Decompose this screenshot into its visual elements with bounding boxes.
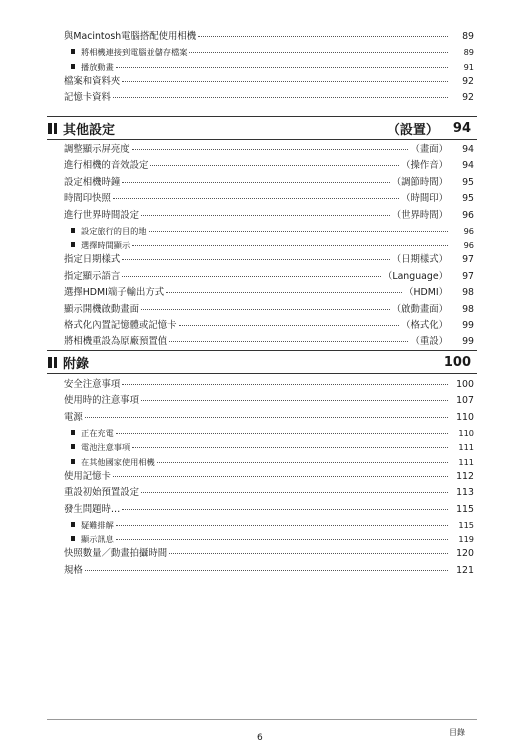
section-title: 其他設定 xyxy=(63,122,116,138)
entry-page: 110 xyxy=(458,428,474,439)
toc-subentry[interactable] xyxy=(64,440,474,454)
toc-entry[interactable] xyxy=(64,90,474,106)
entry-title: 顯示訊息 xyxy=(81,534,114,545)
dot-leader xyxy=(189,51,448,53)
entry-title: 電池注意事項 xyxy=(81,442,131,453)
entry-tag: （重設） xyxy=(410,336,448,348)
entry-tag: （調節時間） xyxy=(391,176,448,188)
dot-leader xyxy=(122,258,389,260)
entry-page: 97 xyxy=(462,270,474,282)
dot-leader xyxy=(122,181,389,183)
entry-page: 94 xyxy=(462,144,474,155)
entry-title: 記憶卡資料 xyxy=(64,92,111,104)
entry-page: 110 xyxy=(456,411,474,423)
entry-page: 95 xyxy=(462,193,474,205)
toc-entry[interactable] xyxy=(64,285,474,301)
entry-title: 設定旅行的目的地 xyxy=(81,225,147,236)
dot-leader xyxy=(116,538,448,540)
footer-page-number: 6 xyxy=(257,733,263,743)
dot-leader xyxy=(157,461,448,463)
entry-page: 95 xyxy=(462,176,474,188)
entry-title: 選擇時間顯示 xyxy=(81,240,131,251)
toc-subentry[interactable] xyxy=(64,455,474,469)
entry-title: 疑難排解 xyxy=(81,519,114,530)
dot-leader xyxy=(150,164,399,166)
entry-tag: （HDMI） xyxy=(404,287,448,299)
dot-leader xyxy=(85,569,448,571)
dot-leader xyxy=(122,275,381,277)
dot-leader xyxy=(166,291,402,293)
entry-tag: （畫面） xyxy=(410,144,448,155)
entry-title: 指定日期樣式 xyxy=(64,254,121,266)
dot-leader xyxy=(113,96,448,98)
toc-entry[interactable] xyxy=(64,393,474,409)
toc-subentry[interactable] xyxy=(64,60,474,74)
toc-entry[interactable] xyxy=(64,334,474,350)
entry-page: 119 xyxy=(458,534,474,545)
toc-entry[interactable] xyxy=(64,29,474,45)
toc-entry[interactable] xyxy=(64,377,474,393)
entry-page: 115 xyxy=(456,503,474,515)
dot-leader xyxy=(169,552,448,554)
entry-title: 時間印快照 xyxy=(64,193,111,205)
entry-title: 將相機重設為原廠預置值 xyxy=(64,336,168,348)
entry-title: 顯示開機啟動畫面 xyxy=(64,303,140,315)
dot-leader xyxy=(149,230,448,232)
entry-page: 100 xyxy=(456,379,474,390)
dot-leader xyxy=(113,475,448,477)
entry-title: 設定相機時鐘 xyxy=(64,176,121,188)
entry-tag: （時間印） xyxy=(401,193,448,205)
toc-subentry[interactable] xyxy=(64,426,474,440)
toc-entry[interactable] xyxy=(64,158,474,174)
toc-entry[interactable] xyxy=(64,208,474,224)
entry-page: 107 xyxy=(456,395,474,407)
toc-section-entries-other-settings xyxy=(64,142,474,351)
entry-tag: （啟動畫面） xyxy=(391,303,448,315)
toc-entry[interactable] xyxy=(64,410,474,426)
entry-tag: （格式化） xyxy=(401,319,448,331)
section-page: 94 xyxy=(452,120,471,136)
toc-entry[interactable] xyxy=(64,318,474,334)
entry-page: 111 xyxy=(458,456,474,467)
entry-tag: （日期樣式） xyxy=(391,254,448,266)
dot-leader xyxy=(141,214,390,216)
entry-page: 98 xyxy=(462,287,474,299)
footer-label: 目錄 xyxy=(449,728,465,737)
entry-title: 調整顯示屏亮度 xyxy=(64,144,130,155)
entry-title: 與Macintosh電腦搭配使用相機 xyxy=(64,31,197,42)
entry-title: 格式化內置記憶體或記憶卡 xyxy=(64,319,177,331)
dot-leader xyxy=(122,383,448,385)
entry-tag: （世界時間） xyxy=(391,209,448,221)
entry-title: 進行世界時間設定 xyxy=(64,209,140,221)
dot-leader xyxy=(141,491,448,493)
entry-page: 92 xyxy=(462,92,474,104)
entry-title: 使用時的注意事項 xyxy=(64,395,140,407)
entry-page: 99 xyxy=(462,336,474,348)
entry-page: 92 xyxy=(462,75,474,87)
dot-leader xyxy=(132,446,448,448)
entry-page: 91 xyxy=(463,61,474,72)
entry-title: 發生問題時… xyxy=(64,503,121,515)
toc-section-entries-appendix xyxy=(64,377,474,579)
dot-leader xyxy=(122,80,448,82)
entry-page: 89 xyxy=(462,31,474,42)
section-header-appendix xyxy=(47,350,477,374)
toc-entry[interactable] xyxy=(64,191,474,207)
entry-title: 快照數量／動畫拍攝時間 xyxy=(64,548,168,560)
toc-entry[interactable] xyxy=(64,175,474,191)
toc-entry[interactable] xyxy=(64,142,474,158)
entry-page: 115 xyxy=(458,519,474,530)
entry-title: 進行相機的音效設定 xyxy=(64,160,149,172)
entry-page: 112 xyxy=(456,470,474,482)
toc-subentry[interactable] xyxy=(64,238,474,252)
entry-tag: （操作音） xyxy=(401,160,448,172)
footer-divider xyxy=(47,719,477,720)
entry-page: 99 xyxy=(462,319,474,331)
entry-title: 檔案和資料夾 xyxy=(64,75,121,87)
entry-tag: （Language） xyxy=(382,270,448,282)
entry-page: 120 xyxy=(456,548,474,560)
entry-page: 98 xyxy=(462,303,474,315)
dot-leader xyxy=(132,148,409,150)
entry-title: 規格 xyxy=(64,564,83,576)
dot-leader xyxy=(116,432,448,434)
toc-subentry[interactable] xyxy=(64,518,474,532)
entry-title: 選擇HDMI端子輸出方式 xyxy=(64,287,165,299)
toc-entry[interactable] xyxy=(64,269,474,285)
entry-page: 97 xyxy=(462,254,474,266)
dot-leader xyxy=(169,340,408,342)
section-tag: （設置） xyxy=(386,122,439,138)
dot-leader xyxy=(132,244,448,246)
dot-leader xyxy=(122,508,448,510)
entry-title: 指定顯示語言 xyxy=(64,270,121,282)
toc-subentry[interactable] xyxy=(64,532,474,546)
section-header-other-settings xyxy=(47,116,477,140)
toc-entry[interactable] xyxy=(64,563,474,579)
toc-entry[interactable] xyxy=(64,485,474,501)
toc-entry[interactable] xyxy=(64,469,474,485)
entry-title: 安全注意事項 xyxy=(64,379,121,390)
dot-leader xyxy=(179,324,400,326)
entry-title: 將相機連接到電腦並儲存檔案 xyxy=(81,47,188,58)
entry-title: 在其他國家使用相機 xyxy=(81,456,155,467)
toc-subentry[interactable] xyxy=(64,45,474,59)
toc-entry[interactable] xyxy=(64,502,474,518)
toc-entry[interactable] xyxy=(64,302,474,318)
entry-page: 96 xyxy=(462,209,474,221)
section-title: 附錄 xyxy=(63,356,90,372)
entry-title: 重設初始預置設定 xyxy=(64,487,140,499)
dot-leader xyxy=(141,399,448,401)
entry-page: 111 xyxy=(458,442,474,453)
entry-page: 96 xyxy=(463,225,474,236)
toc-top-entries xyxy=(64,29,474,107)
entry-page: 96 xyxy=(463,240,474,251)
entry-title: 使用記憶卡 xyxy=(64,470,111,482)
toc-entry[interactable] xyxy=(64,252,474,268)
entry-page: 89 xyxy=(463,47,474,58)
dot-leader xyxy=(198,35,448,37)
entry-page: 113 xyxy=(456,487,474,499)
entry-page: 94 xyxy=(462,160,474,172)
dot-leader xyxy=(113,197,399,199)
toc-subentry[interactable] xyxy=(64,224,474,238)
dot-leader xyxy=(116,66,448,68)
entry-page: 121 xyxy=(456,564,474,576)
entry-title: 正在充電 xyxy=(81,428,114,439)
section-page: 100 xyxy=(443,354,471,370)
section-marker-icon xyxy=(48,357,57,368)
dot-leader xyxy=(141,308,390,310)
dot-leader xyxy=(85,416,448,418)
dot-leader xyxy=(116,524,448,526)
entry-title: 播放動畫 xyxy=(81,61,114,72)
entry-title: 電源 xyxy=(64,411,83,423)
toc-entry[interactable] xyxy=(64,546,474,562)
toc-entry[interactable] xyxy=(64,74,474,90)
section-marker-icon xyxy=(48,123,57,134)
